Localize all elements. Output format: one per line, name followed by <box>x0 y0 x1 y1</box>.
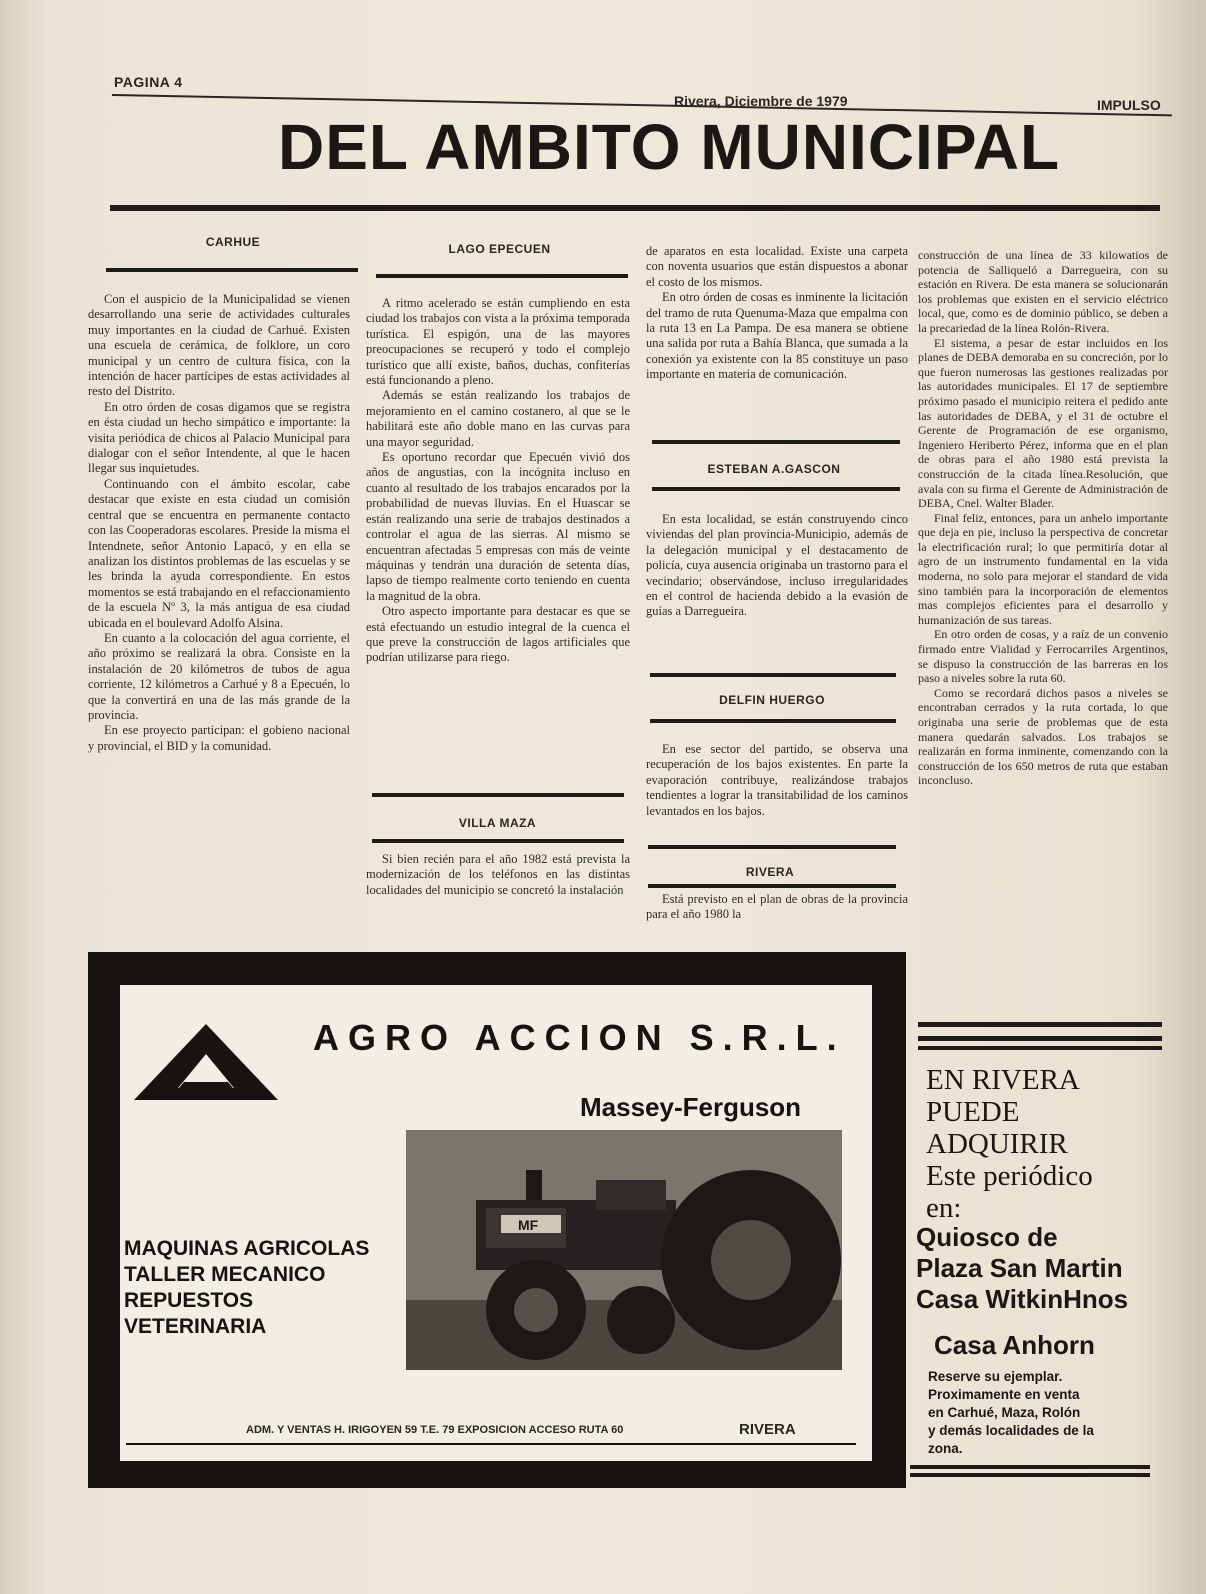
section-rule <box>372 839 624 843</box>
article-lago-epecuen <box>366 296 630 666</box>
article-paragraph: En otro órden de cosas es inminente la licitación del tramo de ruta Quenuma-Maza que empalma con la ruta 13 en La Pampa. De esa manera se obtiene una salida por ruta a Bahía Blanca, que sumada a la conexión ya existente con la 85 constituye un paso importante en materia de comunicación. <box>646 290 908 382</box>
box-line: EN RIVERA <box>926 1064 1080 1096</box>
article-paragraph: A ritmo acelerado se están cumpliendo en esta ciudad los trabajos con vista a la próxima temporada turística. El espigón, una de las mayores preocupaciones se recuperó y todo el complejo turístico que allí existe, baños, duchas, confiterías está funcionando a pleno. <box>366 296 630 388</box>
ad-service-item: MAQUINAS AGRICOLAS <box>124 1237 370 1260</box>
section-heading-lago-epecuen: LAGO EPECUEN <box>448 242 551 256</box>
section-heading-carhue: CARHUE <box>205 235 261 249</box>
note-line: en Carhué, Maza, Rolón <box>928 1405 1081 1420</box>
article-paragraph: Otro aspecto importante para destacar es que se está efectuando un estudio integral de la cuenca el que preve la construcción de lagos artificiales que podrían utilizarse para riego. <box>366 604 630 665</box>
place-name: Plaza San Martin <box>916 1253 1123 1283</box>
tractor-badge: MF <box>518 1217 539 1233</box>
article-paragraph: En ese proyecto participan: el gobieno nacional y provincial, el BID y la comunidad. <box>88 723 350 753</box>
section-heading-delfin-huergo: DELFIN HUERGO <box>719 693 825 707</box>
newspaper-name: IMPULSO <box>1097 97 1161 113</box>
ad-address: ADM. Y VENTAS H. IRIGOYEN 59 T.E. 79 EXPOSICION ACCESO RUTA 60 <box>246 1424 624 1436</box>
box-line: PUEDE <box>926 1096 1020 1128</box>
section-rule <box>652 487 900 491</box>
note-line: Reserve su ejemplar. <box>928 1369 1063 1384</box>
article-paragraph: En esta localidad, se están construyendo cinco viviendas del plan provincia-Municipio, además de la delegación municipal y el destacamento de policía, cuya ausencia originaba un trastorno para el vecindario; observándose, incluso irregularidades en el control de hacienda debido a la evasión de guías a Darregueira. <box>646 512 908 619</box>
article-rivera-continued <box>918 248 1168 788</box>
box-line: ADQUIRIR <box>926 1128 1068 1160</box>
section-rule <box>648 884 896 888</box>
section-heading-villa-maza: VILLA MAZA <box>458 816 537 830</box>
advertiser-name: AGRO ACCION S.R.L. <box>313 1017 846 1058</box>
article-rivera <box>646 892 908 923</box>
issue-date: Rivera, Diciembre de 1979 <box>674 93 848 109</box>
tractor-icon <box>406 1130 842 1370</box>
article-paragraph: Como se recordará dichos pasos a niveles se encontraban cerrados y la ruta cortada, lo que originaba una serie de problemas que de esta manera quedarán salvados. Los trabajos se realizarán en forma inminente, comenzando con la construcción de los 650 metros de ruta que estaban inconcluso. <box>918 685 1168 788</box>
article-paragraph: En otro órden de cosas digamos que se registra en ésta ciudad un hecho simpático e importante: la visita periódica de chicos al Palacio Municipal para dialogar con el señor Intendente, al que le hacen llegar sus inquietudes. <box>88 399 350 476</box>
section-heading-esteban-gascon: ESTEBAN A.GASCON <box>707 462 841 476</box>
article-paragraph: de aparatos en esta localidad. Existe una carpeta con noventa usuarios que están dispuestos a abonar el costo de los mismos. <box>646 244 908 289</box>
place-name-anhorn: Casa Anhorn <box>934 1330 1095 1360</box>
brand-name: Massey-Ferguson <box>580 1092 802 1122</box>
article-paragraph: Es oportuno recordar que Epecuén vivió dos años de angustias, con la incógnita incluso en cuanto al resultado de los trabajos encarados por la probabilidad de nuevas lluvias. En el Huascar se están realizando una serie de trabajos destinados a controlar el agua de las sierras. Al mismo se encuentran afectadas 5 empresas con más de veinte máquinas y tendrán una duración de setenta días, lapso de tiempo realmente corto teniendo en cuenta la magnitud de la obra. <box>366 450 630 603</box>
agro-accion-logo-icon <box>134 1024 278 1100</box>
section-rule <box>652 440 900 444</box>
box-rule <box>910 1465 1150 1469</box>
section-rule <box>650 673 896 677</box>
note-line: zona. <box>928 1441 963 1456</box>
box-rule <box>910 1473 1150 1477</box>
article-paragraph: Final feliz, entonces, para un anhelo importante que deja en pie, incluso la perspectiva de concretar la electrificación rural; lo que permitiría dotar al agro de un instrumento fundamental en la vida moderna, no solo para mejorar el standard de vida sino también para la incorporación de elementos mas complejos eficientes para el desarrollo y humanización de sus tareas. <box>918 510 1168 627</box>
article-paragraph: En ese sector del partido, se observa una recuperación de los bajos existentes. En parte la evaporación contribuye, realizándose trabajos tendientes a lograr la transitabilidad de los caminos levantados en los bajos. <box>646 742 908 818</box>
article-paragraph: Con el auspicio de la Municipalidad se vienen desarrollando una serie de actividades culturales muy importantes en la ciudad de Carhué. Existen una escuela de cerámica, de folklore, un coro municipal y un centro de cultura física, con la intención de hacer partícipes de estas actividades al resto del Distrito. <box>88 292 350 399</box>
note-line: y demás localidades de la <box>928 1423 1094 1438</box>
box-rule <box>918 1022 1162 1027</box>
section-heading-rivera: RIVERA <box>745 865 795 879</box>
article-esteban-gascon <box>646 512 908 620</box>
section-rule <box>650 719 896 723</box>
article-paragraph: En otro orden de cosas, y a raíz de un convenio firmado entre Vialidad y Ferrocarriles Argentinos, se dispuso la construcción de las barreras en los paso a niveles sobre la ruta 60. <box>918 627 1168 686</box>
article-paragraph: construcción de una línea de 33 kilowatios de potencia de Salliqueló a Darregueira, con su estación en Rivera. De esta manera se solucionarán los problemas que existen en el servicio eléctrico local, que, como es de dominio público, se deben a la precariedad de la línea Rolón-Rivera. <box>918 248 1168 335</box>
sales-places <box>916 1222 1166 1315</box>
article-paragraph: Además se están realizando los trabajos de mejoramiento en el camino costanero, al que se le habilitará este año doble mano en las curvas para una mayor seguridad. <box>366 388 630 449</box>
article-paragraph: En cuanto a la colocación del agua corriente, el año próximo se realizará la obra. Consiste en la instalación de 20 kilómetros de tubos de agua corriente, 12 kilómetros a Carhué y 8 a Epecuén, lo que la convertirá en una de las más grande de la provincia. <box>88 630 350 722</box>
article-paragraph: Si bien recién para el año 1982 está prevista la modernización de los teléfonos en las distintas localidades del municipio se concretó la instalación <box>366 852 630 897</box>
article-paragraph: Continuando con el ámbito escolar, cabe destacar que existe en esta ciudad un comisión central que se encuentra en permanente contacto con las Cooperadoras escolares. Preside la misma el Intendnete, señor Antonio Lapacó, y en ella se analizan los distintos problemas de las escuelas y se les brinda la ayuda correspondiente. En estos momentos se está trabajando en el refaccionamiento de la escuela Nº 3, la más antigua de esa ciudad ubicada en el boulevard Adolfo Alsina. <box>88 476 350 630</box>
page-title: DEL AMBITO MUNICIPAL <box>278 111 1061 183</box>
sales-points-box <box>926 1064 1166 1224</box>
ad-divider <box>126 1443 856 1445</box>
article-carhue <box>88 292 350 754</box>
tractor-photo <box>406 1130 842 1370</box>
section-rule <box>376 274 628 278</box>
box-rule <box>918 1036 1162 1041</box>
section-rule <box>106 268 358 272</box>
article-paragraph: Está previsto en el plan de obras de la provincia para el año 1980 la <box>646 892 908 922</box>
ad-service-item: REPUESTOS <box>124 1289 254 1312</box>
article-delfin-huergo <box>646 742 908 819</box>
page-number: PAGINA 4 <box>114 74 183 90</box>
ad-town: RIVERA <box>739 1421 796 1438</box>
box-rule <box>918 1046 1162 1050</box>
note-line: Proximamente en venta <box>928 1387 1080 1402</box>
reserve-note <box>928 1368 1164 1458</box>
place-name: Quiosco de <box>916 1222 1058 1252</box>
ad-service-item: TALLER MECANICO <box>124 1263 326 1286</box>
title-rule <box>110 205 1160 211</box>
box-line: Este periódico <box>926 1160 1093 1192</box>
section-rule <box>372 793 624 797</box>
section-rule <box>648 845 896 849</box>
article-paragraph: El sistema, a pesar de estar incluidos en los planes de DEBA demoraba en su concreción, por lo que fueron numerosas las gestiones realizadas por las autoridades municipales. El 17 de septiembre próximo pasado el municipio reitera el pedido ante las autoridades de DEBA, y el 31 de octubre el Gerente de Programación de ese organismo, Ingeniero Heriberto Pérez, informa que en el plan de obras para el año 1980 está prevista la construcción de la citada línea.Resolución, que avala con su firma el Gerente de Administración de DEBA, Cnel. Walter Blader. <box>918 335 1168 511</box>
ad-service-item: VETERINARIA <box>124 1315 267 1338</box>
article-villa-maza-continued <box>646 244 908 383</box>
box-line: en: <box>926 1192 962 1224</box>
article-villa-maza <box>366 852 630 898</box>
place-name: Casa WitkinHnos <box>916 1284 1129 1314</box>
